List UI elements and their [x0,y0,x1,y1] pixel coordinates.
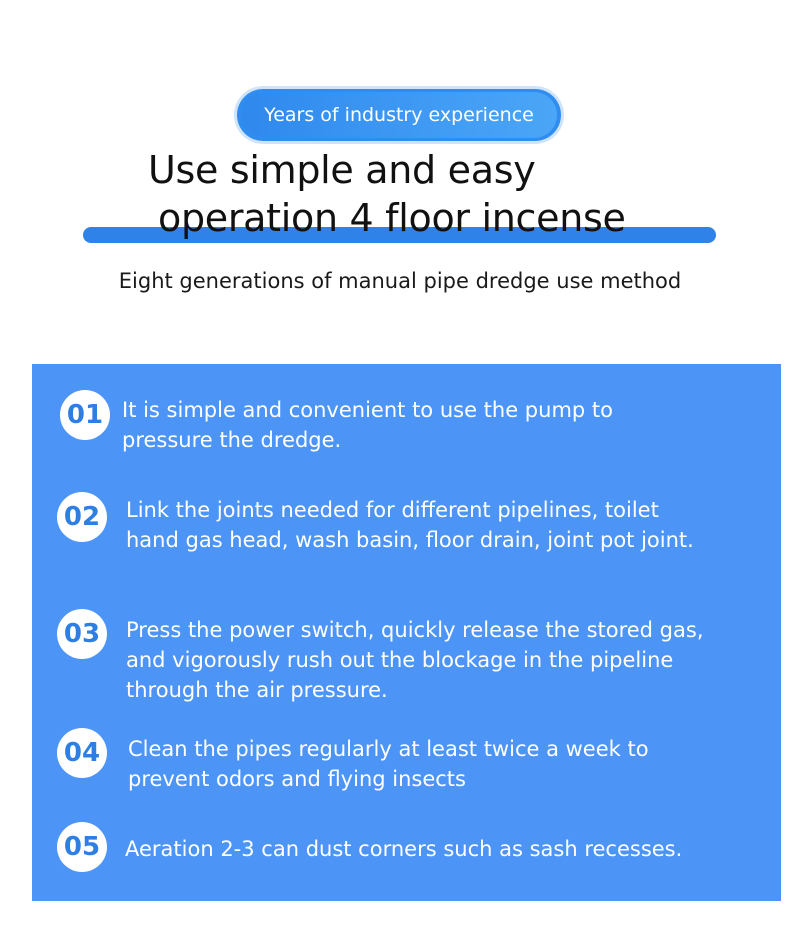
page-title-line-2: operation 4 floor incense [158,196,626,240]
step-text-line: pressure the dredge. [122,428,342,452]
page-subtitle: Eight generations of manual pipe dredge use method [118,269,682,293]
step-text-line: Clean the pipes regularly at least twice a week to [128,737,649,761]
step-text-line: hand gas head, wash basin, floor drain, joint pot joint. [126,528,694,552]
step-number-badge: 04 [57,728,107,778]
step-number-badge: 02 [57,492,107,542]
step-text-line: through the air pressure. [126,678,388,702]
step-text-line: It is simple and convenient to use the pump to [122,398,613,422]
step-text-line: and vigorously rush out the blockage in the pipeline [126,648,674,672]
steps-panel [32,364,781,901]
step-text-line: Aeration 2-3 can dust corners such as sash recesses. [125,837,683,861]
step-text-line: Press the power switch, quickly release the stored gas, [126,618,704,642]
step-text-line: prevent odors and flying insects [128,767,466,791]
experience-pill-label: Years of industry experience [264,104,534,126]
step-number-badge: 05 [57,822,107,872]
experience-pill [237,89,561,141]
step-number-badge: 01 [60,390,110,440]
step-text-line: Link the joints needed for different pipelines, toilet [126,498,659,522]
step-number-badge: 03 [57,609,107,659]
page-title-line-1: Use simple and easy [148,148,536,192]
